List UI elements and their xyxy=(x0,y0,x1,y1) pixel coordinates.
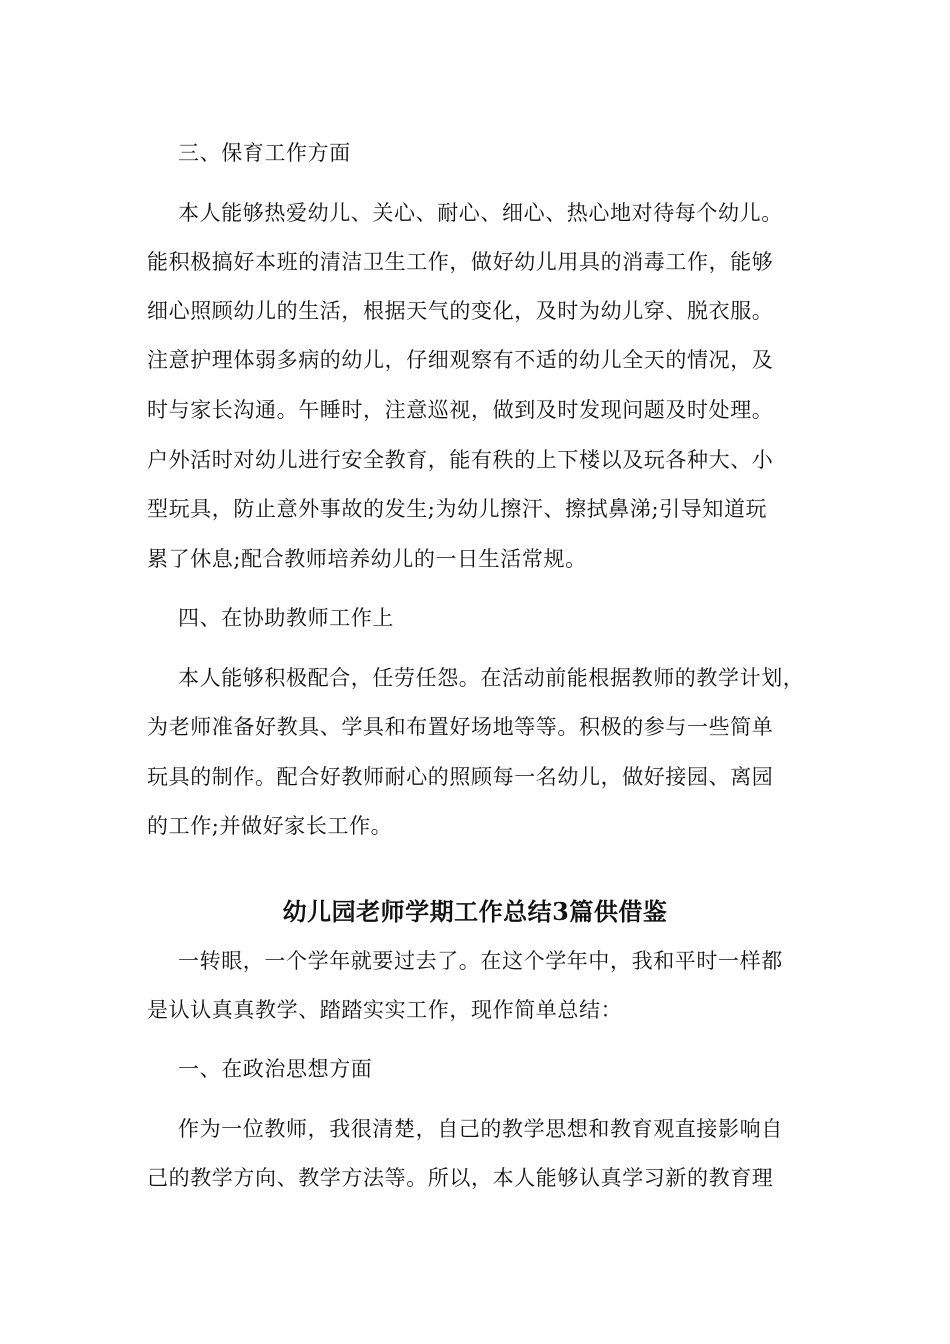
paragraph-line: 作为一位教师，我很清楚，自己的教学思想和教育观直接影响自 xyxy=(178,1117,783,1141)
paragraph-line: 的工作;并做好家长工作。 xyxy=(147,814,393,838)
paragraph-line: 一转眼，一个学年就要过去了。在这个学年中，我和平时一样都 xyxy=(178,949,783,973)
paragraph-line: 为老师准备好教具、学具和布置好场地等等。积极的参与一些简单 xyxy=(147,715,774,739)
section1-heading: 一、在政治思想方面 xyxy=(178,1057,373,1081)
paragraph-line: 是认认真真教学、踏踏实实工作，现作简单总结： xyxy=(147,998,623,1022)
paragraph-line: 本人能够热爱幼儿、关心、耐心、细心、热心地对待每个幼儿。 xyxy=(178,201,783,225)
paragraph-line: 型玩具，防止意外事故的发生;为幼儿擦汗、擦拭鼻涕;引导知道玩 xyxy=(147,497,768,521)
paragraph-line: 细心照顾幼儿的生活，根据天气的变化，及时为幼儿穿、脱衣服。 xyxy=(147,299,774,323)
paragraph-line: 己的教学方向、教学方法等。所以，本人能够认真学习新的教育理 xyxy=(147,1166,774,1190)
section4-heading: 四、在协助教师工作上 xyxy=(178,606,394,630)
article-title: 幼儿园老师学期工作总结3篇供借鉴 xyxy=(282,897,668,926)
paragraph-line: 注意护理体弱多病的幼儿，仔细观察有不适的幼儿全天的情况，及 xyxy=(147,348,774,372)
section3-heading: 三、保育工作方面 xyxy=(178,141,351,165)
paragraph-line: 能积极搞好本班的清洁卫生工作，做好幼儿用具的消毒工作，能够 xyxy=(147,250,774,274)
paragraph-line: 累了休息;配合教师培养幼儿的一日生活常规。 xyxy=(147,547,587,571)
paragraph-line: 玩具的制作。配合好教师耐心的照顾每一名幼儿，做好接园、离园 xyxy=(147,765,774,789)
paragraph-line: 时与家长沟通。午睡时，注意巡视，做到及时发现问题及时处理。 xyxy=(147,398,774,422)
paragraph-line: 户外活时对幼儿进行安全教育，能有秩的上下楼以及玩各种大、小 xyxy=(147,448,774,472)
paragraph-line: 本人能够积极配合，任劳任怨。在活动前能根据教师的教学计划， xyxy=(178,666,805,690)
